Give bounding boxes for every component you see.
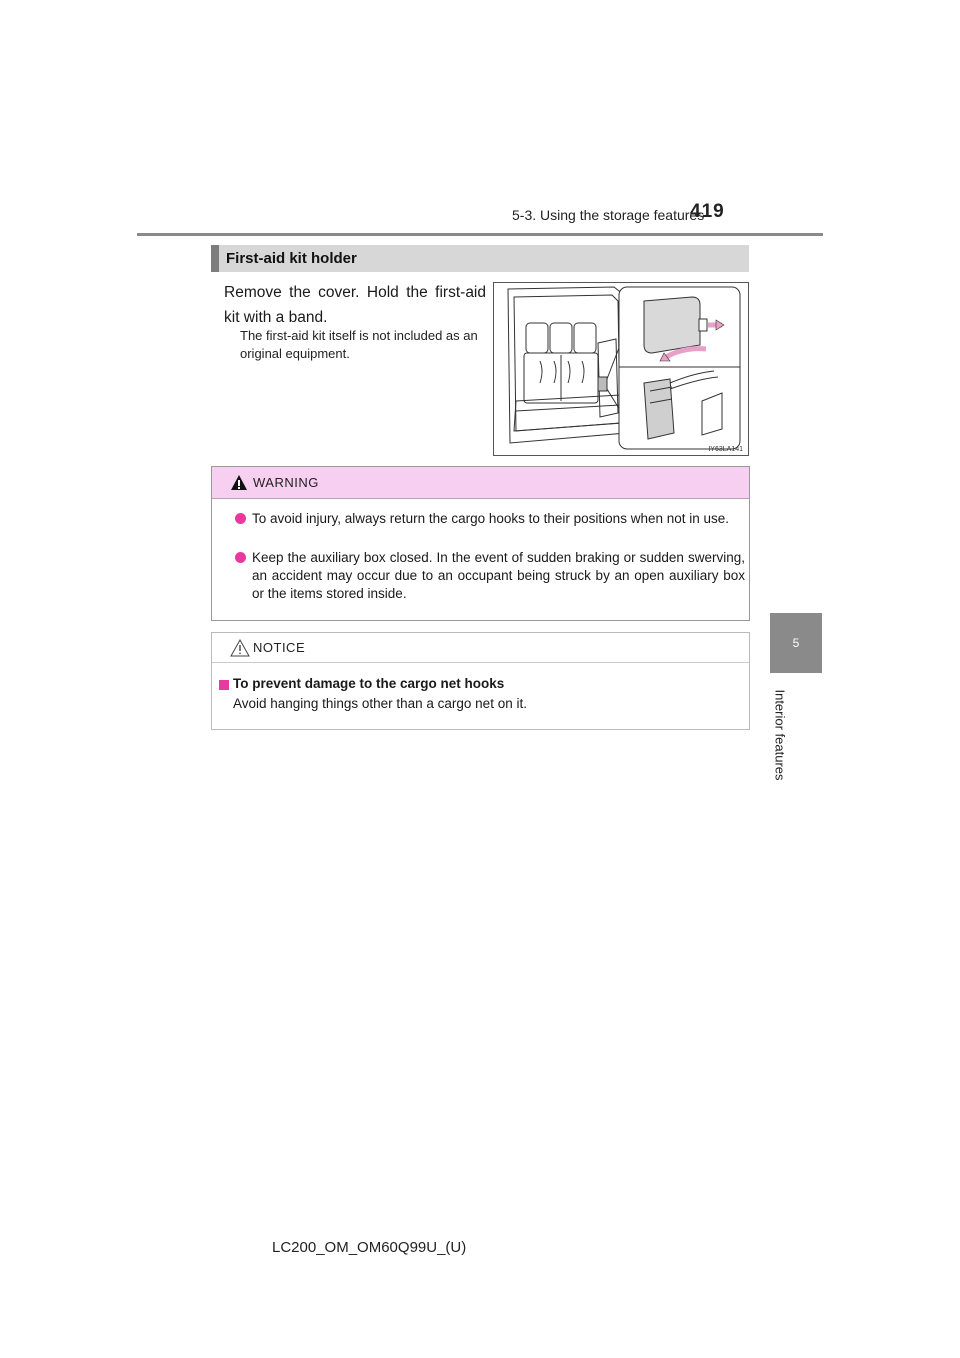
- warning-header: [212, 467, 749, 499]
- notice-box: [211, 632, 750, 730]
- note-text: The first-aid kit itself is not included as an original equipment.: [240, 328, 478, 361]
- notice-triangle-icon: [230, 639, 250, 657]
- first-aid-kit-figure: [493, 282, 749, 456]
- notice-header: [212, 633, 749, 663]
- instruction-text: Remove the cover. Hold the first-aid kit with a band.: [224, 284, 486, 326]
- warning-item-text: Keep the auxiliary box closed. In the event of sudden braking or sudden swerving, an accident may occur due to an occupant being struck by an open auxiliary box or the items stored inside.: [252, 550, 745, 601]
- chapter-number: 5: [792, 636, 800, 650]
- section-heading: [211, 245, 749, 272]
- chapter-title-vertical: [760, 680, 800, 790]
- page-number: 419: [690, 201, 725, 222]
- cargo-area-illustration: [494, 283, 749, 456]
- footer-document-code: LC200_OM_OM60Q99U_(U): [272, 1239, 467, 1256]
- notice-body: Avoid hanging things other than a cargo net on it.: [233, 696, 527, 711]
- warning-title: WARNING: [253, 475, 319, 490]
- warning-item: [235, 549, 745, 603]
- chapter-title: Interior features: [772, 689, 788, 781]
- section-heading-text: First-aid kit holder: [226, 250, 357, 267]
- bullet-dot: [235, 513, 246, 524]
- warning-item: [235, 510, 745, 528]
- notice-square-bullet: [219, 680, 229, 690]
- header-section-title: 5-3. Using the storage features: [512, 207, 705, 223]
- notice-subheading: To prevent damage to the cargo net hooks: [233, 676, 505, 691]
- bullet-dot: [235, 552, 246, 563]
- chapter-tab: [770, 613, 822, 673]
- warning-box: [211, 466, 750, 621]
- warning-item-text: To avoid injury, always return the cargo hooks to their positions when not in use.: [252, 511, 730, 526]
- figure-code: IY63LA141: [708, 446, 743, 453]
- header-divider: [137, 233, 823, 236]
- notice-title: NOTICE: [253, 640, 306, 655]
- warning-triangle-icon: [230, 474, 248, 491]
